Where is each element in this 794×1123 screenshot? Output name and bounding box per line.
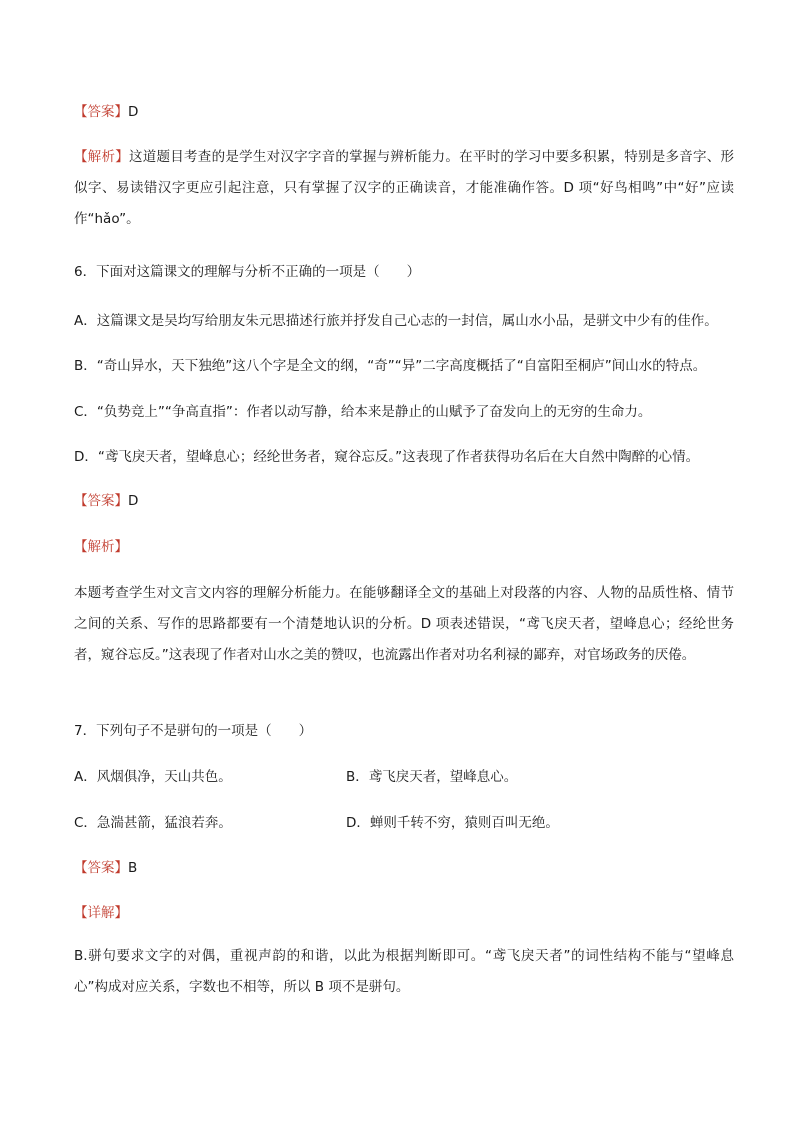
q6-option-a: A．这篇课文是吴均写给朋友朱元思描述行旅并抒发自己心志的一封信，属山水小品，是骈文中少有的佳作。	[74, 313, 718, 329]
q7-detail-paragraph: B.骈句要求文字的对偶，重视声韵的和谐，以此为根据判断即可。“鸢飞戾天者”的词性结构不能与“望峰息心”构成对应关系，字数也不相等，所以 B 项不是骈句。	[74, 948, 734, 995]
answer-value: D	[128, 493, 139, 509]
q6-question: 6．下面对这篇课文的理解与分析不正确的一项是（ ）	[74, 264, 421, 280]
q7-answer-line	[74, 858, 734, 878]
q7-option-c: C．急湍甚箭，猛浪若奔。	[74, 815, 232, 831]
q6-analysis-tag-line	[74, 537, 734, 557]
q6-option-d: D．“鸢飞戾天者，望峰息心；经纶世务者，窥谷忘反。”这表现了作者获得功名后在大自然中陶醉的心情。	[74, 449, 700, 465]
q7-option-d: D．蝉则千转不穷，猿则百叫无绝。	[346, 815, 559, 831]
q7-option-b: B．鸢飞戾天者，望峰息心。	[346, 769, 518, 785]
answer-tag: 【答案】	[74, 104, 128, 120]
answer-value: B	[128, 860, 138, 876]
analysis-tag: 【解析】	[74, 539, 128, 555]
q5-answer-line	[74, 102, 734, 122]
q6-answer-line	[74, 491, 734, 511]
q7-detail-tag-line	[74, 903, 734, 923]
analysis-tag: 【解析】	[74, 149, 130, 165]
analysis-text: 这道题目考查的是学生对汉字字音的掌握与辨析能力。在平时的学习中要多积累，特别是多音字、形似字、易读错汉字更应引起注意，只有掌握了汉字的正确读音，才能准确作答。D 项“好鸟相鸣”中“好”应读作“hǎo”。	[74, 149, 735, 227]
q6-option-b: B．“奇山异水，天下独绝”这八个字是全文的纲，“奇”“异”二字高度概括了“自富阳至桐庐”间山水的特点。	[74, 358, 707, 374]
answer-value: D	[128, 104, 139, 120]
q7-option-a: A．风烟俱净，天山共色。	[74, 769, 232, 785]
answer-tag: 【答案】	[74, 860, 128, 876]
answer-tag: 【答案】	[74, 493, 128, 509]
q6-option-c: C．“负势竞上”“争高直指”：作者以动写静，给本来是静止的山赋予了奋发向上的无穷的生命力。	[74, 404, 652, 420]
q7-question: 7．下列句子不是骈句的一项是（ ）	[74, 723, 313, 739]
q5-analysis-paragraph	[74, 142, 734, 235]
detail-tag: 【详解】	[74, 905, 128, 921]
q6-analysis-paragraph: 本题考查学生对文言文内容的理解分析能力。在能够翻译全文的基础上对段落的内容、人物的品质性格、情节之间的关系、写作的思路都要有一个清楚地认识的分析。D 项表述错误，“鸢飞戾天者，望峰息心；经纶世务者，窥谷忘反。”这表现了作者对山水之美的赞叹，也流露出作者对功名利禄的鄙弃，对官场政务的厌倦。	[74, 585, 734, 663]
